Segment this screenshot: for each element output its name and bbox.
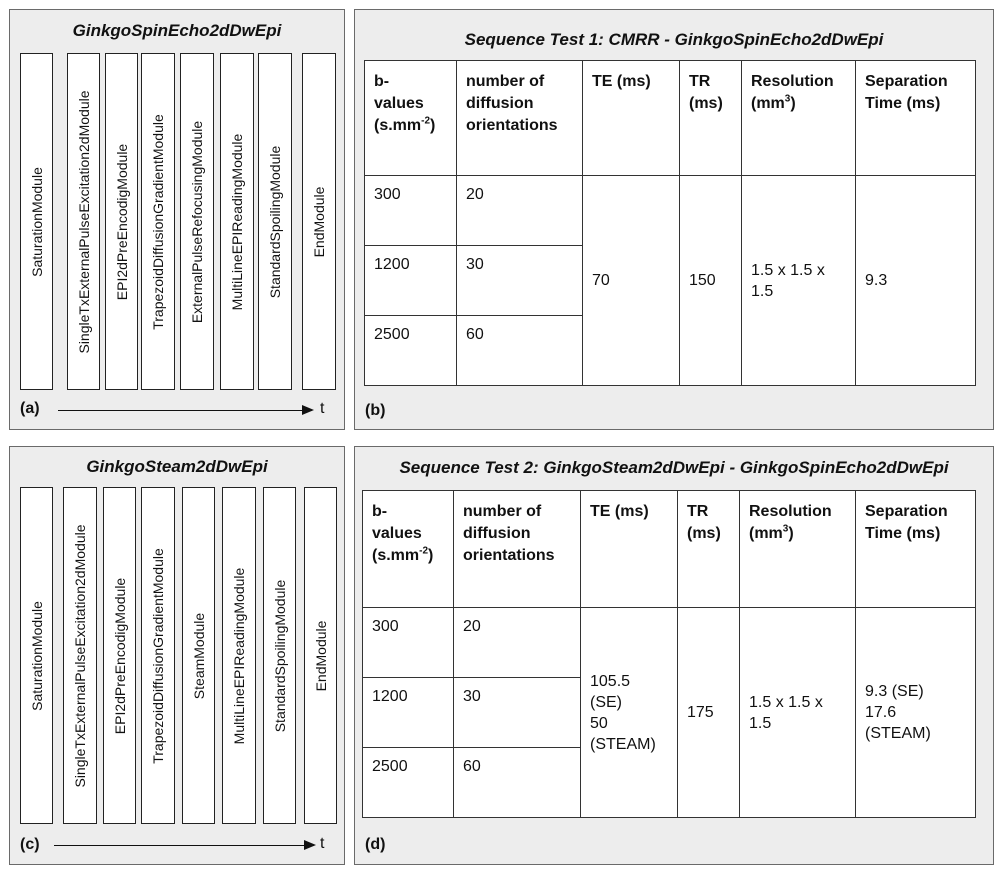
- header-te: TE (ms): [581, 491, 678, 608]
- header-b-values: b- values $(s.mm^{-2})$: [363, 491, 454, 608]
- panel-c: [9, 446, 345, 865]
- cell-b-value: 1200: [363, 678, 454, 748]
- cell-b-value: 300: [363, 608, 454, 678]
- cell-orientations: 30: [457, 246, 583, 316]
- module-label: SteamModule: [190, 612, 207, 699]
- header-b-values: b- values $(s.mm^{-2})$: [365, 61, 457, 176]
- module-end: [304, 487, 337, 824]
- header-orientations: number of diffusion orientations: [457, 61, 583, 176]
- panel-a-label: (a): [20, 400, 40, 417]
- panel-b-label: (b): [365, 402, 386, 419]
- cell-orientations: 20: [454, 608, 581, 678]
- panel-c-title: GinkgoSteam2dDwEpi: [86, 457, 268, 476]
- module-saturation: [20, 487, 53, 824]
- header-tr: TR (ms): [680, 61, 742, 176]
- module-label: EndModule: [312, 620, 329, 691]
- panel-d-title: Sequence Test 2: GinkgoSteam2dDwEpi - GinkgoSpinEcho2dDwEpi: [399, 458, 949, 477]
- header-resolution: Resolution $(mm^3)$: [742, 61, 856, 176]
- time-arrow: [54, 845, 314, 846]
- module-label: SaturationModule: [28, 166, 45, 277]
- header-separation-time: Separation Time (ms): [856, 491, 976, 608]
- module-steam: [182, 487, 215, 824]
- module-epi-reading: [222, 487, 256, 824]
- module-saturation: [20, 53, 53, 390]
- header-separation-time: Separation Time (ms): [856, 61, 976, 176]
- panel-c-label: (c): [20, 836, 40, 853]
- cell-b-value: 300: [365, 176, 457, 246]
- module-spoiling: [258, 53, 292, 390]
- cell-separation-time: 9.3 (SE) 17.6 (STEAM): [856, 608, 976, 818]
- cell-te: 105.5 (SE) 50 (STEAM): [581, 608, 678, 818]
- header-tr: TR (ms): [678, 491, 740, 608]
- sequence-table-1: [364, 60, 976, 386]
- time-arrow: [58, 410, 312, 411]
- module-label: EndModule: [311, 186, 327, 257]
- module-epi-preencoding: [103, 487, 136, 824]
- cell-b-value: 1200: [365, 246, 457, 316]
- panel-b: [354, 9, 994, 430]
- cell-separation-time: 9.3: [856, 176, 976, 386]
- module-end: [302, 53, 336, 390]
- module-excitation: [67, 53, 100, 390]
- cell-orientations: 60: [457, 316, 583, 386]
- module-diffusion-gradient: [141, 487, 175, 824]
- header-orientations: number of diffusion orientations: [454, 491, 581, 608]
- cell-te: 70: [583, 176, 680, 386]
- module-label: TrapezoidDiffusionGradientModule: [150, 113, 166, 330]
- panel-b-title: Sequence Test 1: CMRR - GinkgoSpinEcho2dDwEpi: [464, 30, 884, 49]
- module-excitation: [63, 487, 97, 824]
- module-label: SingleTxExternalPulseExcitation2dModule: [72, 523, 88, 788]
- sequence-table-2: [362, 490, 976, 818]
- cell-resolution: 1.5 x 1.5 x 1.5: [740, 608, 856, 818]
- module-label: MultiLineEPIReadingModule: [231, 567, 247, 744]
- cell-orientations: 20: [457, 176, 583, 246]
- module-epi-reading: [220, 53, 254, 390]
- module-label: TrapezoidDiffusionGradientModule: [150, 547, 166, 764]
- cell-resolution: 1.5 x 1.5 x 1.5: [742, 176, 856, 386]
- time-axis-label: t: [320, 400, 325, 417]
- module-epi-preencoding: [105, 53, 138, 390]
- module-label: SaturationModule: [28, 600, 45, 711]
- module-label: ExternalPulseRefocusingModule: [189, 120, 205, 323]
- panel-d: [354, 446, 994, 865]
- cell-b-value: 2500: [365, 316, 457, 386]
- header-te: TE (ms): [583, 61, 680, 176]
- cell-orientations: 30: [454, 678, 581, 748]
- module-spoiling: [263, 487, 296, 824]
- cell-orientations: 60: [454, 748, 581, 818]
- cell-tr: 150: [680, 176, 742, 386]
- header-resolution: Resolution $(mm^3)$: [740, 491, 856, 608]
- cell-b-value: 2500: [363, 748, 454, 818]
- module-label: EPI2dPreEncodigModule: [113, 143, 130, 300]
- module-label: StandardSpoilingModule: [267, 145, 283, 298]
- time-axis-label: t: [320, 835, 325, 852]
- module-refocusing: [180, 53, 214, 390]
- module-diffusion-gradient: [141, 53, 175, 390]
- module-label: MultiLineEPIReadingModule: [229, 133, 245, 310]
- panel-a: [9, 9, 345, 430]
- module-label: StandardSpoilingModule: [271, 579, 288, 732]
- cell-tr: 175: [678, 608, 740, 818]
- panel-a-title: GinkgoSpinEcho2dDwEpi: [72, 21, 282, 40]
- module-label: SingleTxExternalPulseExcitation2dModule: [75, 89, 92, 354]
- panel-d-label: (d): [365, 836, 386, 853]
- module-label: EPI2dPreEncodigModule: [111, 577, 128, 734]
